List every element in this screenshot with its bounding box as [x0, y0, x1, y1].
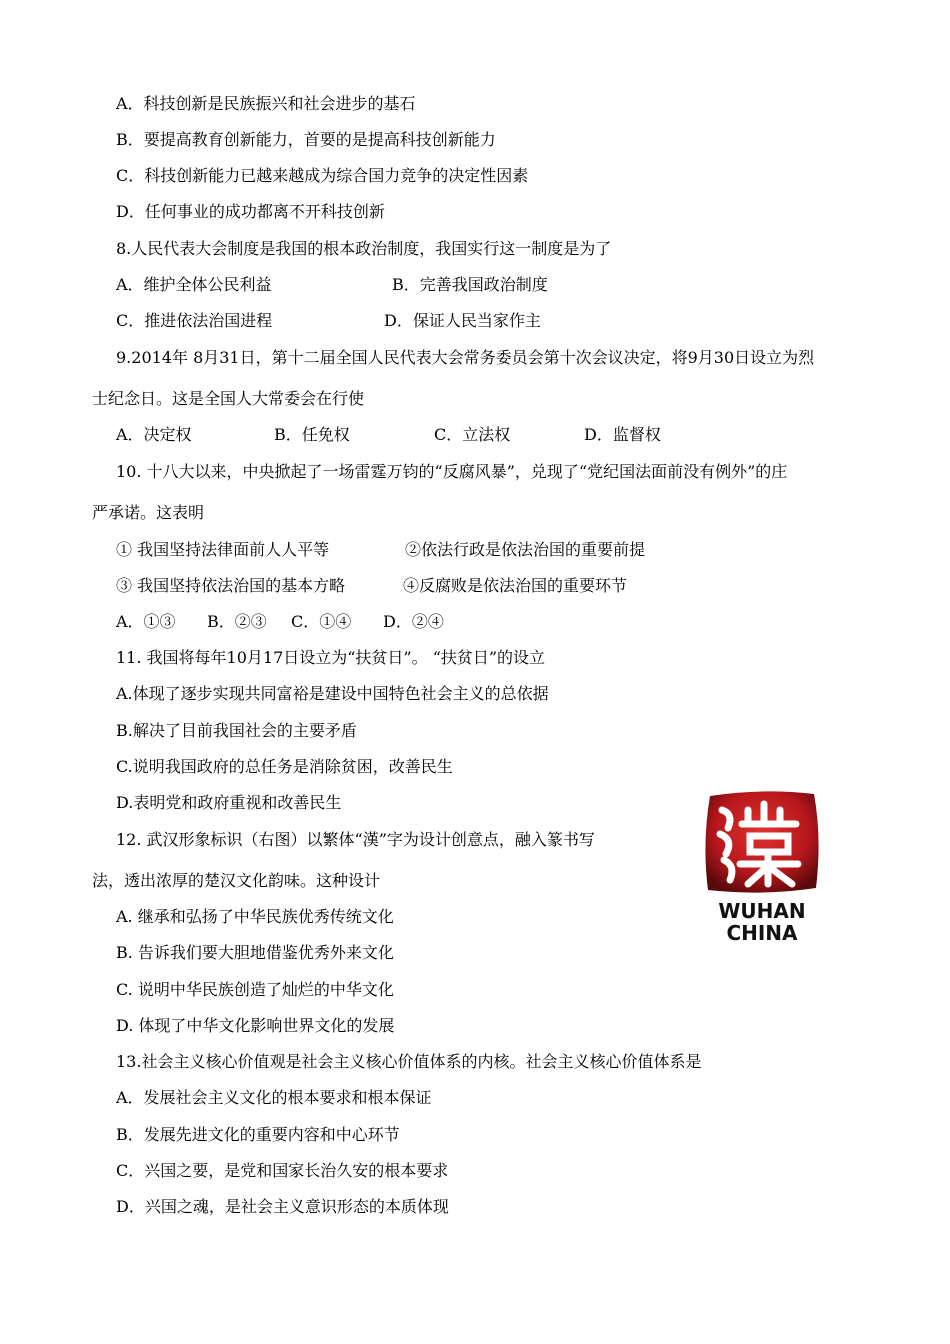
question-10: 10. 十八大以来，中央掀起了一场雷霆万钧的“反腐风暴”，兑现了“党纪国法面前没有例外”的庄 — [116, 462, 788, 481]
line-7c: C．科技创新能力已越来越成为综合国力竞争的决定性因素 — [116, 166, 529, 185]
line-10d: D．②④ — [383, 612, 444, 631]
line-10b: B．②③ — [207, 612, 267, 631]
line-9a: A．决定权 — [116, 425, 192, 444]
wuhan-logo-graphic — [700, 788, 824, 956]
line-8b: B．完善我国政治制度 — [392, 275, 548, 294]
question-11: 11. 我国将每年10月17日设立为“扶贫日”。 “扶贫日”的设立 — [116, 648, 546, 667]
line-12b: B. 告诉我们要大胆地借鉴优秀外来文化 — [116, 943, 394, 962]
line-13d: D．兴国之魂，是社会主义意识形态的本质体现 — [116, 1197, 449, 1216]
line-12c: C. 说明中华民族创造了灿烂的中华文化 — [116, 980, 394, 999]
question-9-cont: 士纪念日。这是全国人大常委会在行使 — [92, 389, 365, 408]
line-8d: D．保证人民当家作主 — [384, 311, 541, 330]
statement-4: ④反腐败是依法治国的重要环节 — [403, 576, 628, 595]
question-13: 13.社会主义核心价值观是社会主义核心价值体系的内核。社会主义核心价值体系是 — [116, 1052, 702, 1071]
line-7d: D．任何事业的成功都离不开科技创新 — [116, 202, 385, 221]
line-9c: C．立法权 — [434, 425, 511, 444]
line-7b: B．要提高教育创新能力，首要的是提高科技创新能力 — [116, 130, 496, 149]
line-8c: C．推进依法治国进程 — [116, 311, 273, 330]
line-13c: C．兴国之要，是党和国家长治久安的根本要求 — [116, 1161, 449, 1180]
line-9b: B．任免权 — [274, 425, 350, 444]
line-13a: A．发展社会主义文化的根本要求和根本保证 — [116, 1088, 432, 1107]
line-12d: D. 体现了中华文化影响世界文化的发展 — [116, 1016, 395, 1035]
line-9d: D．监督权 — [584, 425, 661, 444]
question-9: 9.2014年 8月31日，第十二届全国人民代表大会常务委员会第十次会议决定，将9月30日设立为烈 — [116, 348, 815, 367]
line-10a: A．①③ — [116, 612, 176, 631]
question-10-cont: 严承诺。这表明 — [92, 503, 205, 522]
question-12-cont: 法，透出浓厚的楚汉文化韵味。这种设计 — [92, 871, 381, 890]
line-8a: A．维护全体公民利益 — [116, 275, 272, 294]
line-10c: C．①④ — [291, 612, 352, 631]
logo-china-text: CHINA — [726, 921, 798, 945]
line-11c: C.说明我国政府的总任务是消除贫困，改善民生 — [116, 757, 453, 776]
statement-3: ③ 我国坚持依法治国的基本方略 — [116, 576, 346, 595]
question-8: 8.人民代表大会制度是我国的根本政治制度，我国实行这一制度是为了 — [116, 239, 612, 258]
line-11d: D.表明党和政府重视和改善民生 — [116, 793, 342, 812]
statement-2: ②依法行政是依法治国的重要前提 — [405, 540, 646, 559]
line-13b: B．发展先进文化的重要内容和中心环节 — [116, 1125, 400, 1144]
wuhan-logo — [700, 788, 824, 956]
question-12: 12. 武汉形象标识（右图）以繁体“漢”字为设计创意点，融入篆书写 — [116, 830, 595, 849]
statement-1: ① 我国坚持法律面前人人平等 — [116, 540, 330, 559]
line-11b: B.解决了目前我国社会的主要矛盾 — [116, 721, 357, 740]
line-11a: A.体现了逐步实现共同富裕是建设中国特色社会主义的总依据 — [116, 684, 549, 703]
line-12a: A. 继承和弘扬了中华民族优秀传统文化 — [116, 907, 394, 926]
line-7a: A．科技创新是民族振兴和社会进步的基石 — [116, 94, 416, 113]
logo-wuhan-text: WUHAN — [718, 899, 806, 923]
